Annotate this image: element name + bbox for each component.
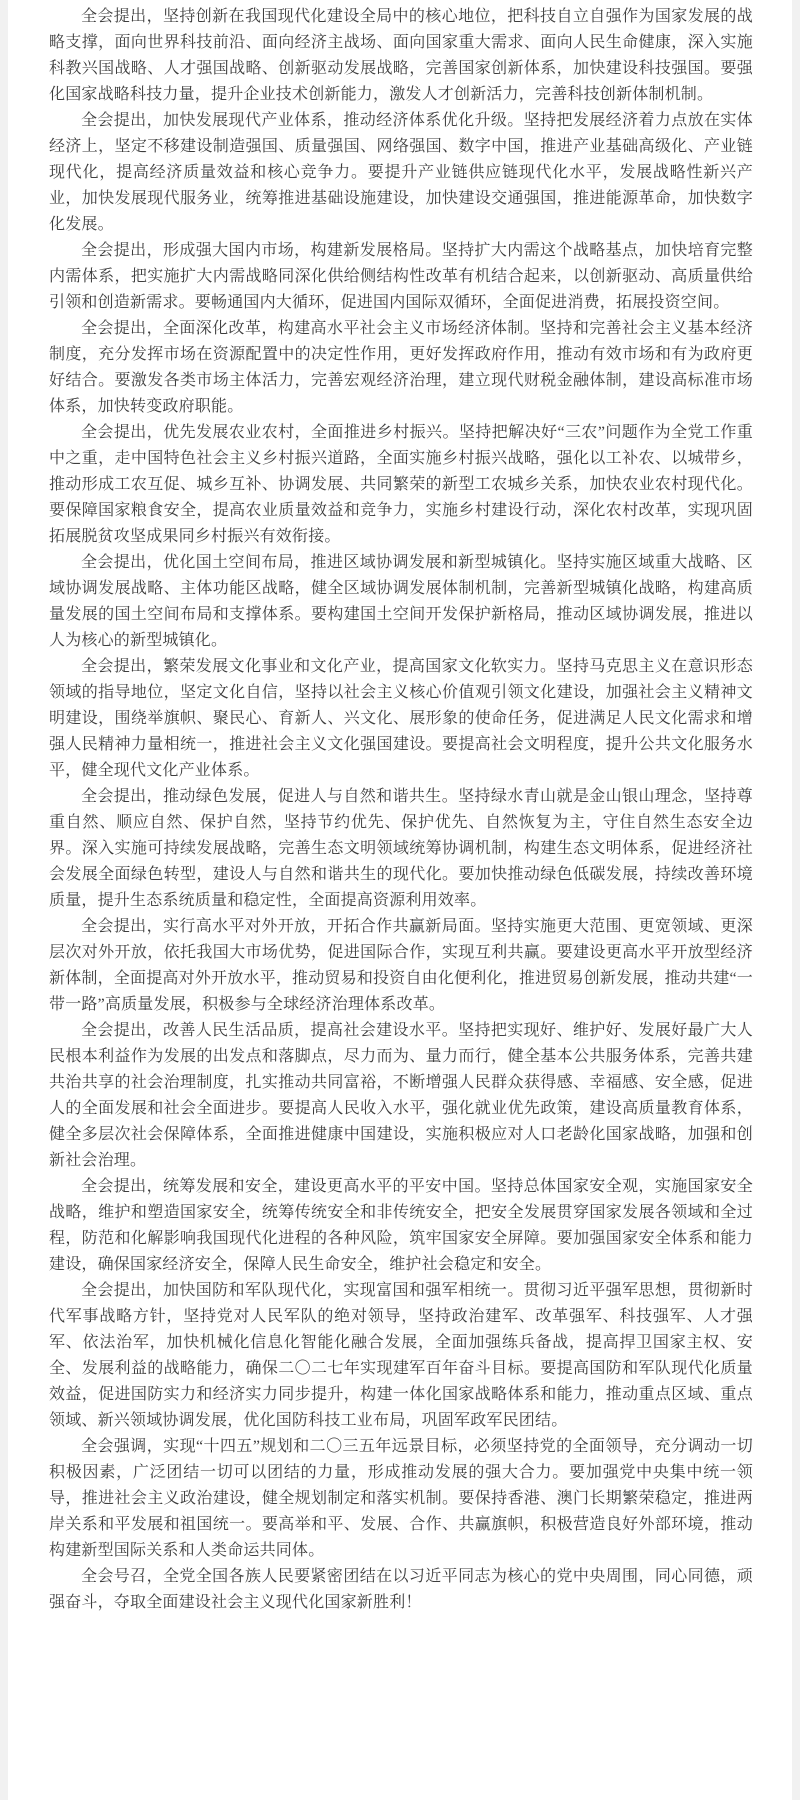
paragraph-opening-up: 全会提出，实行高水平对外开放，开拓合作共赢新局面。坚持实施更大范围、更宽领域、更深层次对外开放，依托我国大市场优势，促进国际合作，实现互利共赢。要建设更高水平开放型经济新体制，全面提高对外开放水平，推动贸易和投资自由化便利化，推进贸易创新发展，推动共建“一带一路”高质量发展，积极参与全球经济治理体系改革。 [49,918,753,1013]
paragraph-rural-revitalization: 全会提出，优先发展农业农村，全面推进乡村振兴。坚持把解决好“三农”问题作为全党工作重中之重，走中国特色社会主义乡村振兴道路，全面实施乡村振兴战略，强化以工补农、以城带乡，推动形成工农互促、城乡互补、协调发展、共同繁荣的新型工农城乡关系，加快农业农村现代化。要保障国家粮食安全，提高农业质量效益和竞争力，实施乡村建设行动，深化农村改革，实现巩固拓展脱贫攻坚成果同乡村振兴有效衔接。 [49,424,753,545]
paragraph-innovation: 全会提出，坚持创新在我国现代化建设全局中的核心地位，把科技自立自强作为国家发展的战略支撑，面向世界科技前沿、面向经济主战场、面向国家重大需求、面向人民生命健康，深入实施科教兴国战略、人才强国战略、创新驱动发展战略，完善国家创新体系，加快建设科技强国。要强化国家战略科技力量，提升企业技术创新能力，激发人才创新活力，完善科技创新体制机制。 [49,8,753,103]
paragraph-deepen-reform: 全会提出，全面深化改革，构建高水平社会主义市场经济体制。坚持和完善社会主义基本经济制度，充分发挥市场在资源配置中的决定性作用，更好发挥政府作用，推动有效市场和有为政府更好结合。要激发各类市场主体活力，完善宏观经济治理，建立现代财税金融体制，建设高标准市场体系，加快转变政府职能。 [49,320,753,415]
paragraph-national-defense: 全会提出，加快国防和军队现代化，实现富国和强军相统一。贯彻习近平强军思想，贯彻新时代军事战略方针，坚持党对人民军队的绝对领导，坚持政治建军、改革强军、科技强军、人才强军、依法治军，加快机械化信息化智能化融合发展，全面加强练兵备战，提高捍卫国家主权、安全、发展利益的战略能力，确保二〇二七年实现建军百年奋斗目标。要提高国防和军队现代化质量效益，促进国防实力和经济实力同步提升，构建一体化国家战略体系和能力，推动重点区域、重点领域、新兴领域协调发展，优化国防科技工业布局，巩固军政军民团结。 [49,1282,753,1429]
paragraph-domestic-market: 全会提出，形成强大国内市场，构建新发展格局。坚持扩大内需这个战略基点，加快培育完整内需体系，把实施扩大内需战略同深化供给侧结构性改革有机结合起来，以创新驱动、高质量供给引领和创造新需求。要畅通国内大循环，促进国内国际双循环，全面促进消费，拓展投资空间。 [49,242,753,311]
paragraph-modern-industry: 全会提出，加快发展现代产业体系，推动经济体系优化升级。坚持把发展经济着力点放在实体经济上，坚定不移建设制造强国、质量强国、网络强国、数字中国，推进产业基础高级化、产业链现代化，提高经济质量效益和核心竞争力。要提升产业链供应链现代化水平，发展战略性新兴产业，加快发展现代服务业，统筹推进基础设施建设，加快建设交通强国，推进能源革命，加快数字化发展。 [49,112,753,233]
document-page [8,0,792,1800]
paragraph-security: 全会提出，统筹发展和安全，建设更高水平的平安中国。坚持总体国家安全观，实施国家安全战略，维护和塑造国家安全，统筹传统安全和非传统安全，把安全发展贯穿国家发展各领域和全过程，防范和化解影响我国现代化进程的各种风险，筑牢国家安全屏障。要加强国家安全体系和能力建设，确保国家经济安全，保障人民生命安全，维护社会稳定和安全。 [49,1178,753,1273]
paragraph-call-to-action: 全会号召，全党全国各族人民要紧密团结在以习近平同志为核心的党中央周围，同心同德，顽强奋斗，夺取全面建设社会主义现代化国家新胜利！ [49,1568,753,1611]
paragraph-territorial-layout: 全会提出，优化国土空间布局，推进区域协调发展和新型城镇化。坚持实施区域重大战略、区域协调发展战略、主体功能区战略，健全区域协调发展体制机制，完善新型城镇化战略，构建高质量发展的国土空间布局和支撑体系。要构建国土空间开发保护新格局，推动区域协调发展，推进以人为核心的新型城镇化。 [49,554,753,649]
paragraph-livelihood: 全会提出，改善人民生活品质，提高社会建设水平。坚持把实现好、维护好、发展好最广大人民根本利益作为发展的出发点和落脚点，尽力而为、量力而行，健全基本公共服务体系，完善共建共治共享的社会治理制度，扎实推动共同富裕，不断增强人民群众获得感、幸福感、安全感，促进人的全面发展和社会全面进步。要提高人民收入水平，强化就业优先政策，建设高质量教育体系，健全多层次社会保障体系，全面推进健康中国建设，实施积极应对人口老龄化国家战略，加强和创新社会治理。 [49,1022,753,1169]
paragraph-culture: 全会提出，繁荣发展文化事业和文化产业，提高国家文化软实力。坚持马克思主义在意识形态领域的指导地位，坚定文化自信，坚持以社会主义核心价值观引领文化建设，加强社会主义精神文明建设，围绕举旗帜、聚民心、育新人、兴文化、展形象的使命任务，促进满足人民文化需求和增强人民精神力量相统一，推进社会主义文化强国建设。要提高社会文明程度，提升公共文化服务水平，健全现代文化产业体系。 [49,658,753,779]
paragraph-party-leadership: 全会强调，实现“十四五”规划和二〇三五年远景目标，必须坚持党的全面领导，充分调动一切积极因素，广泛团结一切可以团结的力量，形成推动发展的强大合力。要加强党中央集中统一领导，推进社会主义政治建设，健全规划制定和落实机制。要保持香港、澳门长期繁荣稳定，推进两岸关系和平发展和祖国统一。要高举和平、发展、合作、共赢旗帜，积极营造良好外部环境，推动构建新型国际关系和人类命运共同体。 [49,1438,753,1559]
paragraph-green-development: 全会提出，推动绿色发展，促进人与自然和谐共生。坚持绿水青山就是金山银山理念，坚持尊重自然、顺应自然、保护自然，坚持节约优先、保护优先、自然恢复为主，守住自然生态安全边界。深入实施可持续发展战略，完善生态文明领域统筹协调机制，构建生态文明体系，促进经济社会发展全面绿色转型，建设人与自然和谐共生的现代化。要加快推动绿色低碳发展，持续改善环境质量，提升生态系统质量和稳定性，全面提高资源利用效率。 [49,788,753,909]
